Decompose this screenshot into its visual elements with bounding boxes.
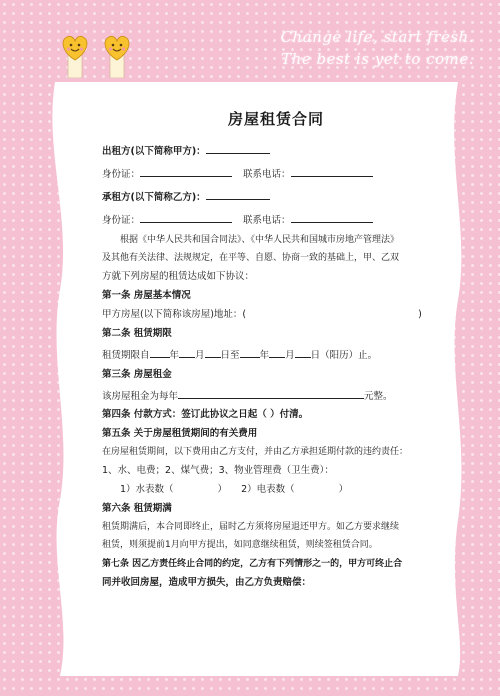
article-5-title: 第五条 关于房屋租赁期间的有关费用 [102, 428, 258, 440]
heart-face-icon [105, 36, 129, 78]
article-3-title: 第三条 房屋租金 [102, 368, 172, 380]
year-label: 年 [259, 349, 270, 361]
article-5-body-1: 在房屋租赁期间，以下费用由乙方支付，并由乙方承担延期付款的违约责任： [102, 447, 409, 458]
electric-meter-label: 2）电表数（ [241, 484, 295, 496]
rent-unit-label: 元整。 [364, 390, 393, 402]
lessee-phone-blank[interactable] [291, 212, 373, 223]
lessee-phone-label: 联系电话： [243, 214, 291, 226]
lessor-id-label: 身份证： [102, 168, 141, 180]
lessor-label: 出租方(以下简称甲方)： [102, 145, 206, 157]
lessee-line [102, 189, 438, 203]
article-6-title: 第六条 租赁期满 [102, 503, 172, 515]
heart-face-icon [63, 36, 87, 78]
lessee-label: 承租方(以下简称乙方)： [102, 191, 206, 203]
month-label: 月 [195, 349, 205, 361]
intro-line-3: 方就下列房屋的租赁达成如下协议： [102, 271, 255, 283]
lessee-id-label: 身份证： [102, 214, 141, 226]
article-2-title: 第二条 租赁期限 [102, 327, 172, 339]
rent-label: 该房屋租金为每年 [102, 390, 179, 402]
month-label: 月 [285, 349, 295, 361]
day-end-label: 日（阳历）止。 [310, 349, 378, 361]
lessee-blank[interactable] [206, 189, 270, 200]
article-1-title: 第一条 房屋基本情况 [102, 290, 191, 302]
address-close-paren: ) [418, 309, 422, 320]
lessor-line [102, 143, 438, 157]
meter-readings [102, 484, 438, 496]
lessee-id-line [102, 212, 438, 226]
slogan-line-1: Change life, start fresh. [280, 28, 474, 46]
lessor-id-line [102, 166, 438, 180]
lease-term-label: 租赁期限自 [102, 349, 150, 361]
year-label: 年 [169, 349, 180, 361]
intro-line-1: 根据《中华人民共和国合同法》、《中华人民共和国城市房地产管理法》 [120, 234, 400, 245]
start-day-blank[interactable] [205, 347, 221, 358]
end-year-blank[interactable] [240, 347, 260, 358]
contract-document [102, 110, 438, 596]
article-7-line-2: 同并收回房屋，造成甲方损失，由乙方负责赔偿： [102, 576, 312, 588]
lessor-phone-blank[interactable] [291, 166, 373, 177]
property-address-label: 甲方房屋(以下简称该房屋)地址：( [102, 309, 247, 320]
start-year-blank[interactable] [150, 347, 170, 358]
lessor-phone-label: 联系电话： [243, 168, 291, 180]
water-meter-close: ） [217, 484, 228, 496]
slogan-line-2: The best is yet to come. [281, 50, 474, 68]
start-month-blank[interactable] [179, 347, 195, 358]
lessor-blank[interactable] [206, 143, 270, 154]
rent-amount-blank[interactable] [178, 388, 364, 399]
intro-line-2: 及其他有关法律、法规规定，在平等、自愿、协商一致的基础上，甲、乙双 [102, 253, 400, 263]
article-6-body-1: 租赁期满后，本合同即终止，届时乙方须将房屋退还甲方。如乙方要求继续 [102, 522, 400, 532]
water-meter-label: 1）水表数（ [120, 484, 174, 496]
lessor-id-blank[interactable] [140, 166, 232, 177]
article-1-body [102, 309, 438, 321]
article-6-body-2: 租赁，则须提前1月向甲方提出，如同意继续租赁，则续签租赁合同。 [102, 540, 378, 551]
article-4-title: 第四条 付款方式：签订此协议之日起（ ）付清。 [102, 409, 309, 421]
lessee-id-blank[interactable] [140, 212, 232, 223]
article-5-body-2: 1、水、电费；2、煤气费；3、物业管理费（卫生费）： [102, 465, 334, 477]
end-day-blank[interactable] [295, 347, 311, 358]
contract-title: 房屋租赁合同 [227, 110, 324, 128]
end-month-blank[interactable] [269, 347, 285, 358]
heart-faces-decoration [58, 30, 148, 78]
article-7-line-1: 第七条 因乙方责任终止合同的约定，乙方有下列情形之一的，甲方可终止合 [102, 558, 403, 569]
day-to-label: 日至 [220, 349, 240, 361]
article-2-body [102, 347, 438, 362]
article-3-body [102, 388, 438, 403]
electric-meter-close: ） [338, 484, 349, 496]
